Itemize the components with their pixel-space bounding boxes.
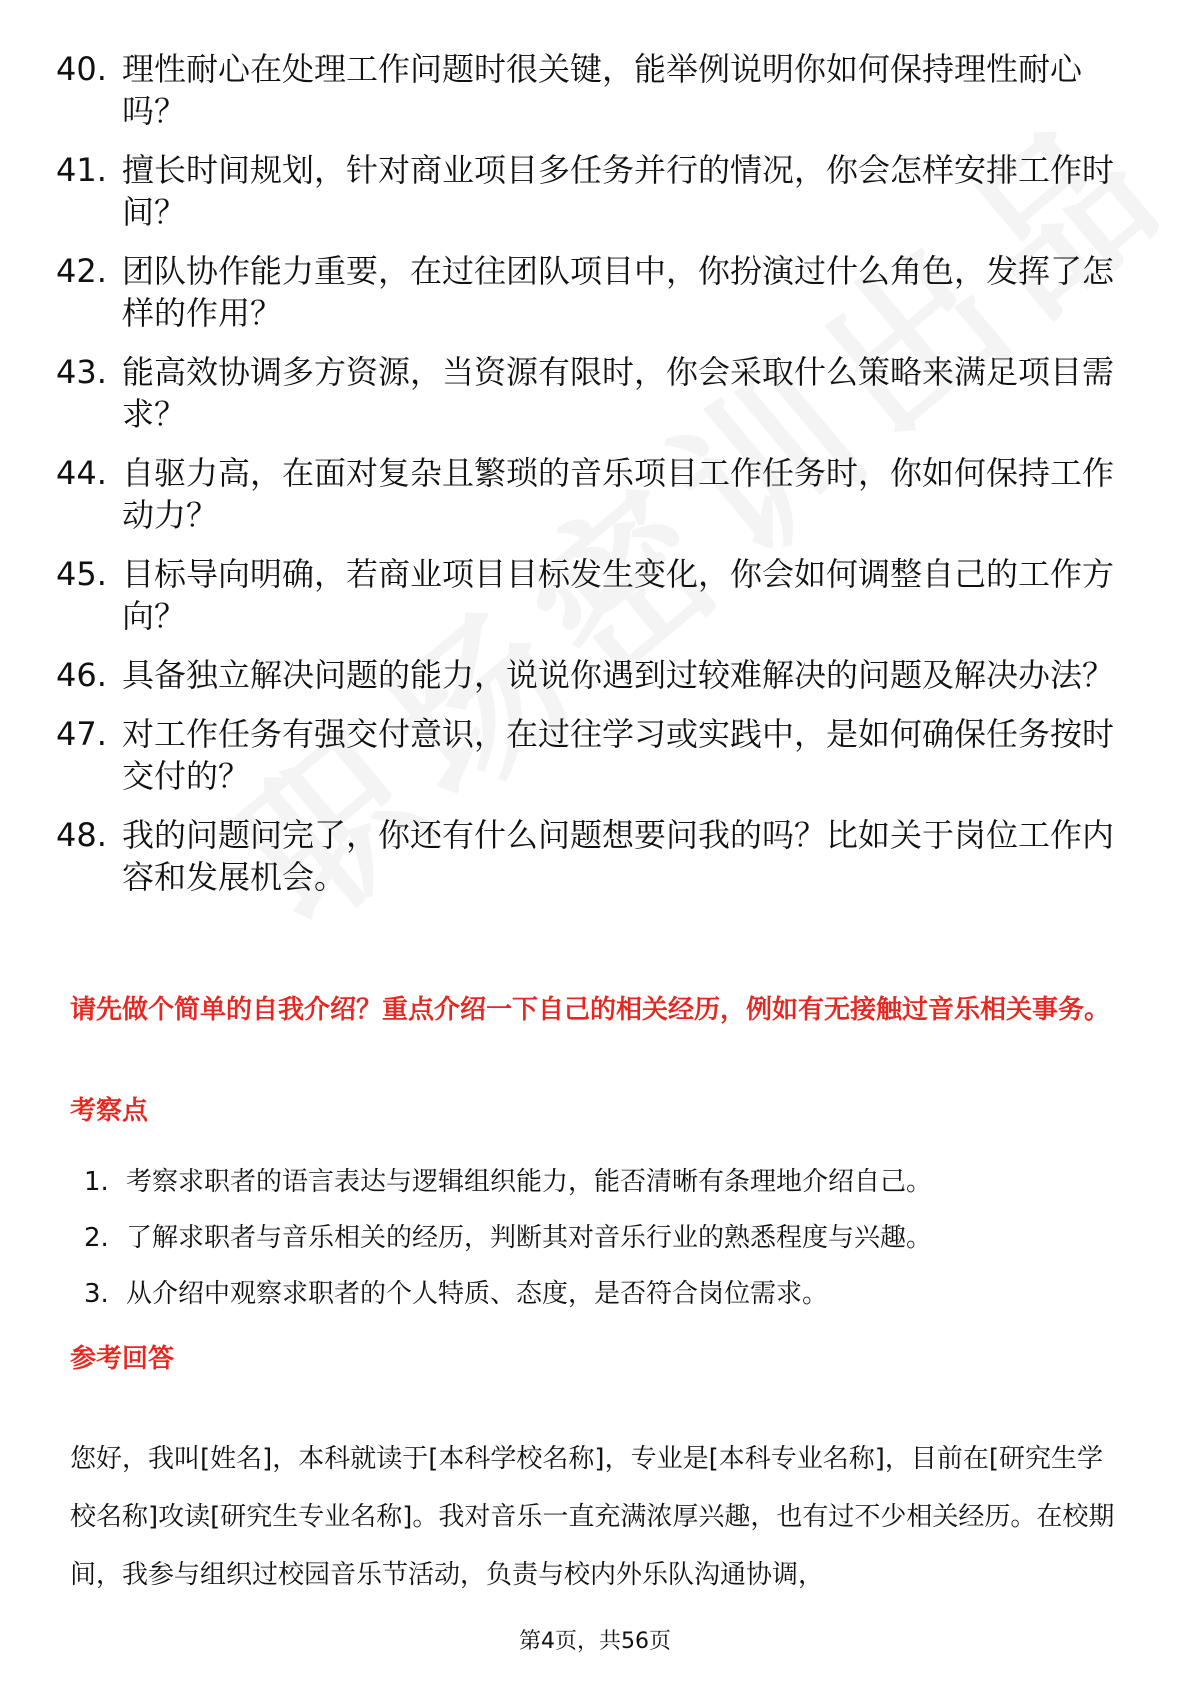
answer-paragraph: 您好，我叫[姓名]，本科就读于[本科学校名称]，专业是[本科专业名称]，目前在[研究生学校名称]攻读[研究生专业名称]。我对音乐一直充满浓厚兴趣，也有过不少相关经历。在校期间，我参与组织过校园音乐节活动，负责与校内外乐队沟通协调， bbox=[70, 1444, 1115, 1590]
question-text: 具备独立解决问题的能力，说说你遇到过较难解决的问题及解决办法？ bbox=[122, 656, 1115, 694]
points-heading: 考察点 bbox=[70, 1096, 149, 1126]
question-item bbox=[56, 452, 1116, 536]
point-number: 2. bbox=[84, 1223, 109, 1253]
question-text: 团队协作能力重要，在过往团队项目中，你扮演过什么角色，发挥了怎样的作用？ bbox=[122, 252, 1115, 332]
point-number: 1. bbox=[84, 1167, 109, 1197]
question-number: 44. bbox=[56, 454, 107, 492]
point-item bbox=[84, 1162, 1104, 1202]
point-text: 考察求职者的语言表达与逻辑组织能力，能否清晰有条理地介绍自己。 bbox=[126, 1167, 933, 1197]
question-number: 40. bbox=[56, 50, 107, 88]
question-text: 目标导向明确，若商业项目目标发生变化，你会如何调整自己的工作方向？ bbox=[122, 555, 1115, 635]
question-number: 43. bbox=[56, 353, 107, 391]
question-item bbox=[56, 351, 1116, 435]
question-text: 对工作任务有强交付意识，在过往学习或实践中，是如何确保任务按时交付的？ bbox=[122, 715, 1115, 795]
points-list bbox=[84, 1162, 1104, 1330]
question-text: 能高效协调多方资源，当资源有限时，你会采取什么策略来满足项目需求？ bbox=[122, 353, 1115, 433]
question-number: 41. bbox=[56, 151, 107, 189]
question-item bbox=[56, 250, 1116, 334]
question-text: 我的问题问完了，你还有什么问题想要问我的吗？比如关于岗位工作内容和发展机会。 bbox=[122, 816, 1115, 896]
question-number: 47. bbox=[56, 715, 107, 753]
question-text: 擅长时间规划，针对商业项目多任务并行的情况，你会怎样安排工作时间？ bbox=[122, 151, 1115, 231]
question-number: 48. bbox=[56, 816, 107, 854]
point-text: 了解求职者与音乐相关的经历，判断其对音乐行业的熟悉程度与兴趣。 bbox=[126, 1223, 933, 1253]
question-item bbox=[56, 553, 1116, 637]
question-text: 自驱力高，在面对复杂且繁琐的音乐项目工作任务时，你如何保持工作动力？ bbox=[122, 454, 1115, 534]
question-number: 42. bbox=[56, 252, 107, 290]
point-item bbox=[84, 1218, 1104, 1258]
question-item bbox=[56, 149, 1116, 233]
answer-heading: 参考回答 bbox=[70, 1344, 175, 1374]
question-item bbox=[56, 814, 1116, 898]
question-list bbox=[56, 48, 1116, 915]
question-item bbox=[56, 713, 1116, 797]
point-item bbox=[84, 1274, 1104, 1314]
question-number: 45. bbox=[56, 555, 107, 593]
featured-question: 请先做个简单的自我介绍？重点介绍一下自己的相关经历，例如有无接触过音乐相关事务。 bbox=[70, 995, 1111, 1025]
question-item bbox=[56, 654, 1116, 696]
question-text: 理性耐心在处理工作问题时很关键，能举例说明你如何保持理性耐心吗？ bbox=[122, 50, 1083, 130]
point-number: 3. bbox=[84, 1279, 109, 1309]
point-text: 从介绍中观察求职者的个人特质、态度，是否符合岗位需求。 bbox=[126, 1279, 829, 1309]
page-footer: 第4页，共56页 bbox=[519, 1629, 671, 1654]
question-item bbox=[56, 48, 1116, 132]
question-number: 46. bbox=[56, 656, 107, 694]
